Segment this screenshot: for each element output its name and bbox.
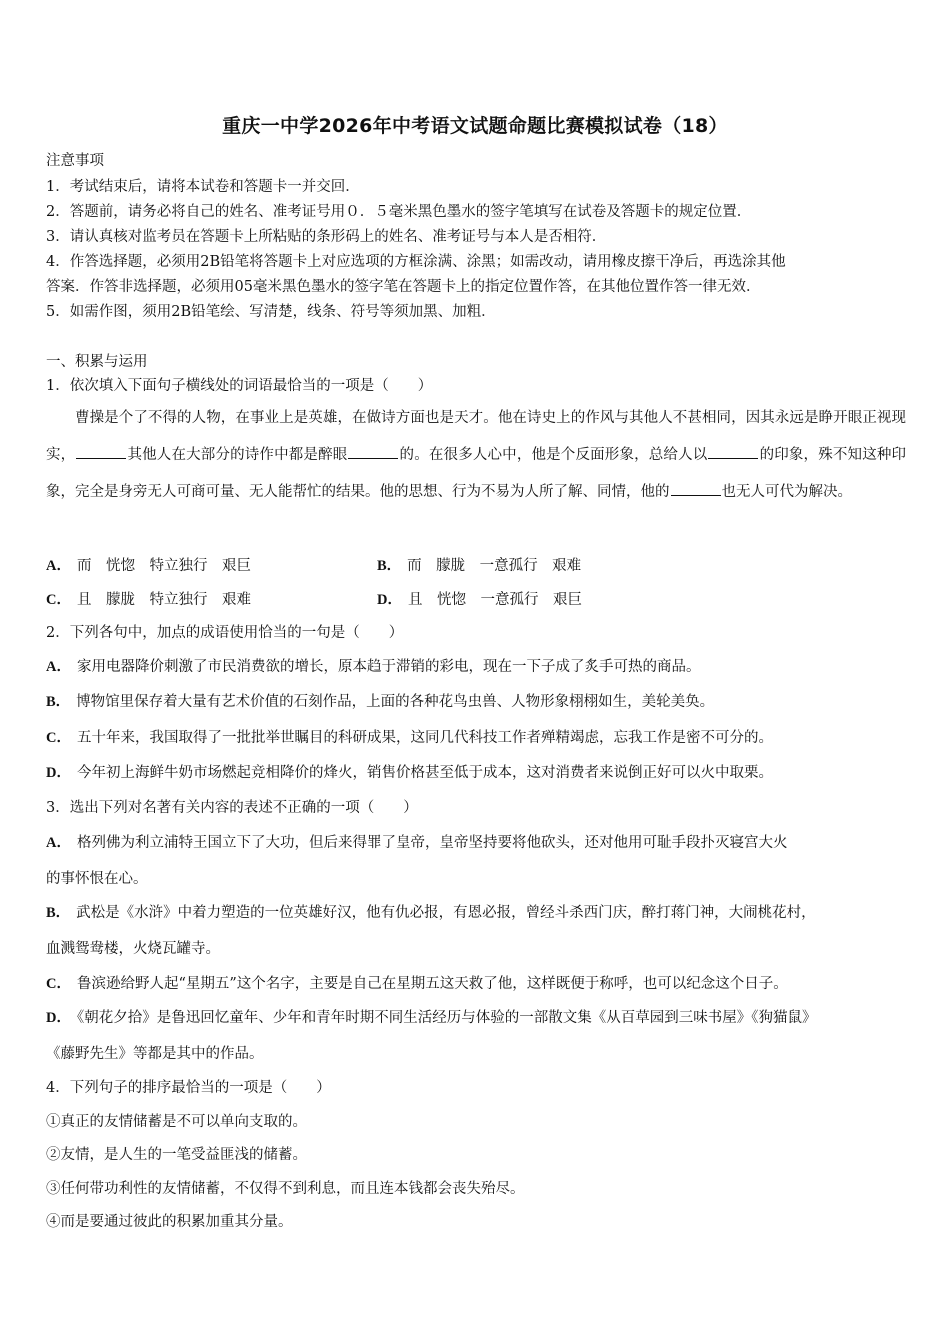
q4-sentence-1: ①真正的友情储蓄是不可以单向支取的。 [46, 1114, 307, 1130]
q3-option-d-cont: 《藤野先生》等都是其中的作品。 [46, 1046, 264, 1062]
notice-item-5: 5．如需作图，须用2B铅笔绘、写清楚，线条、符号等须加黑、加粗． [46, 304, 496, 320]
q1-blank-3 [708, 457, 758, 459]
q3-option-a: A． 格列佛为利立浦特王国立下了大功，但后来得罪了皇帝，皇帝坚持要将他砍头，还对他用可耻手段扑灭寝宫大火 [46, 835, 788, 851]
notice-item-4-cont: 答案．作答非选择题，必须用05毫米黑色墨水的签字笔在答题卡上的指定位置作答，在其他位置作答一律无效． [46, 279, 761, 295]
q3-stem: 3．选出下列对名著有关内容的表述不正确的一项（ ） [46, 800, 418, 816]
q4-sentence-3: ③任何带功利性的友情储蓄，不仅得不到利息，而且连本钱都会丧失殆尽。 [46, 1181, 525, 1197]
q1-option-b: B． 而 朦胧 一意孤行 艰难 [377, 558, 582, 574]
notice-heading: 注意事项 [46, 153, 104, 169]
q4-sentence-4: ④而是要通过彼此的积累加重其分量。 [46, 1214, 293, 1230]
q1-option-a: A． 而 恍惚 特立独行 艰巨 [46, 558, 251, 574]
q4-sentence-2: ②友情，是人生的一笔受益匪浅的储蓄。 [46, 1147, 307, 1163]
section-heading: 一、积累与运用 [46, 354, 148, 370]
q1-passage-part-2: 其他人在大部分的诗作中都是醉眼 [127, 447, 348, 463]
notice-item-2: 2．答题前，请务必将自己的姓名、准考证号用０．５毫米黑色墨水的签字笔填写在试卷及答题卡的规定位置． [46, 204, 752, 220]
notice-item-3: 3．请认真核对监考员在答题卡上所粘贴的条形码上的姓名、准考证号与本人是否相符． [46, 229, 607, 245]
q2-option-b: B． 博物馆里保存着大量有艺术价值的石刻作品，上面的各种花鸟虫兽、人物形象栩栩如生，美轮美奂。 [46, 694, 715, 710]
notice-item-1: 1．考试结束后，请将本试卷和答题卡一并交回． [46, 179, 360, 195]
q1-option-d: D． 且 恍惚 一意孤行 艰巨 [377, 592, 582, 608]
q1-passage-part-1: 曹操是个了不得的人物，在事业上是英雄，在做诗方面也是天才。他在诗史上的作风与其他人不甚相同，因其永远是睁开眼正视现实， [46, 410, 906, 463]
q3-option-b: B． 武松是《水浒》中着力塑造的一位英雄好汉，他有仇必报，有恩必报，曾经斗杀西门庆，醉打蒋门神，大闹桃花村， [46, 905, 816, 921]
q2-option-a: A． 家用电器降价刺激了市民消费欲的增长，原本趋于滞销的彩电，现在一下子成了炙手可热的商品。 [46, 659, 701, 675]
q3-option-a-cont: 的事怀恨在心。 [46, 871, 148, 887]
q1-option-c: C． 且 朦胧 特立独行 艰难 [46, 592, 251, 608]
q1-passage-part-5: 也无人可代为解决。 [721, 484, 852, 500]
q1-blank-2 [348, 457, 398, 459]
q2-option-d: D． 今年初上海鲜牛奶市场燃起竞相降价的烽火，销售价格甚至低于成本，这对消费者来说倒正好可以火中取栗。 [46, 765, 773, 781]
q1-passage [46, 400, 906, 511]
q4-stem: 4．下列句子的排序最恰当的一项是（ ） [46, 1080, 331, 1096]
q1-passage-part-3: 的。在很多人心中，他是个反面形象，总给人以 [399, 447, 708, 463]
q2-stem: 2．下列各句中，加点的成语使用恰当的一句是（ ） [46, 625, 404, 641]
q3-option-c: C． 鲁滨逊给野人起“星期五”这个名字，主要是自己在星期五这天救了他，这样既便于称呼，也可以纪念这个日子。 [46, 976, 788, 992]
q3-option-b-cont: 血溅鸳鸯楼，火烧瓦罐寺。 [46, 941, 220, 957]
page-title: 重庆一中学2026年中考语文试题命题比赛模拟试卷（18） [222, 115, 728, 137]
q1-stem: 1．依次填入下面句子横线处的词语最恰当的一项是（ ） [46, 378, 433, 394]
notice-item-4: 4．作答选择题，必须用2B铅笔将答题卡上对应选项的方框涂满、涂黑；如需改动，请用橡皮擦干净后，再选涂其他 [46, 254, 786, 270]
q3-option-d: D． 《朝花夕拾》是鲁迅回忆童年、少年和青年时期不同生活经历与体验的一部散文集《从百草园到三味书屋》《狗猫鼠》 [46, 1010, 817, 1026]
q1-blank-1 [76, 457, 126, 459]
q1-passage-part-4: 的印象，殊不知这种印象，完全是身旁无人可商可量、无人能帮忙的结果。他的思想、行为不易为人所了解、同情，他的 [46, 447, 907, 500]
q1-blank-4 [671, 494, 721, 496]
q2-option-c: C． 五十年来，我国取得了一批批举世瞩目的科研成果，这同几代科技工作者殚精竭虑，忘我工作是密不可分的。 [46, 730, 773, 746]
